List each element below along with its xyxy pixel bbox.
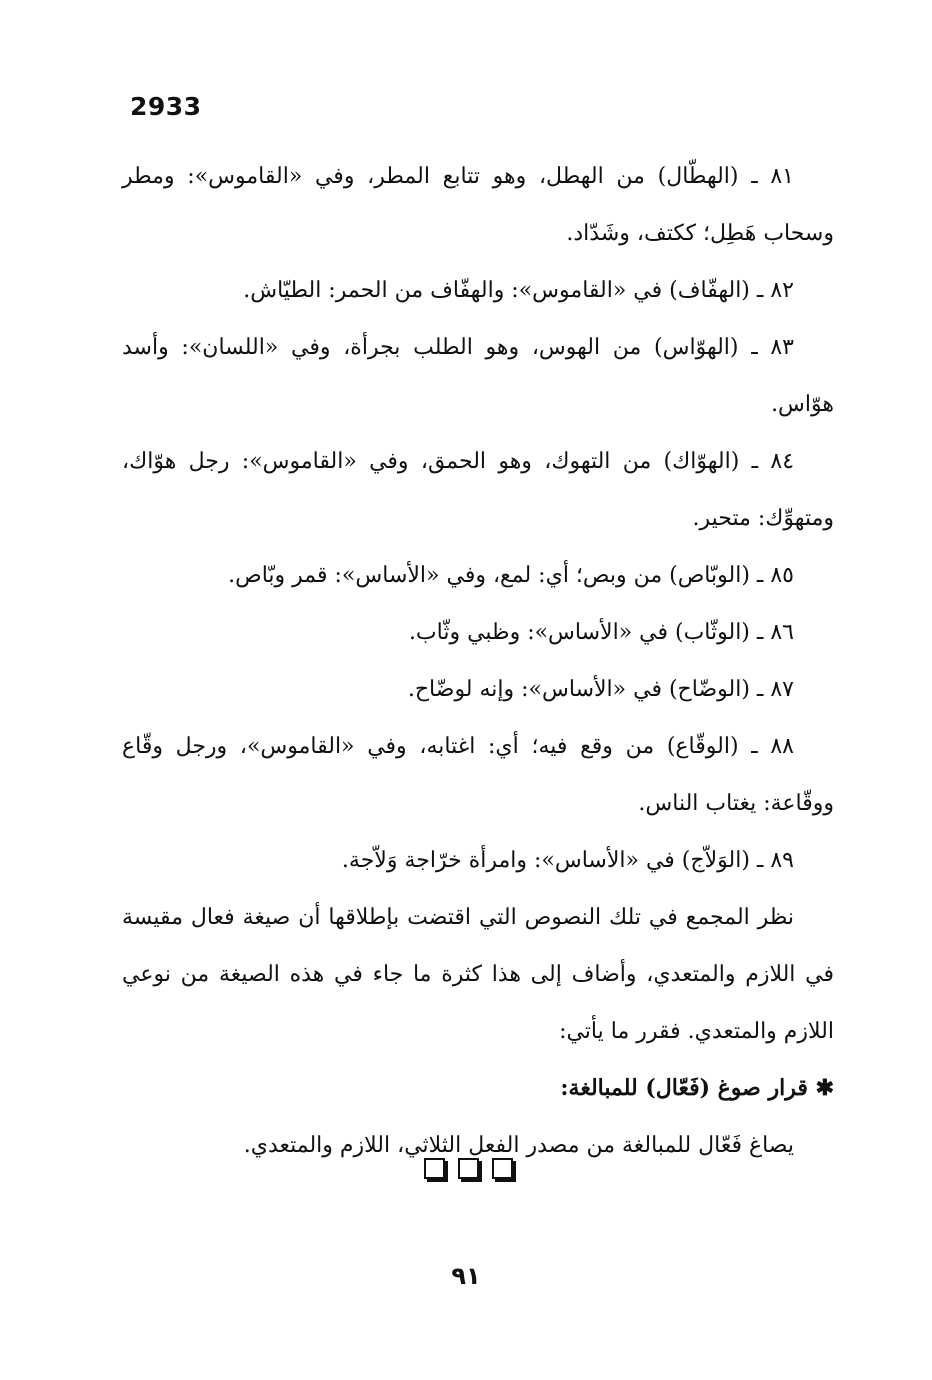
entry-82 (122, 262, 834, 319)
decision-heading-text: قرار صوغ (فَعّال) للمبالغة: (560, 1075, 808, 1101)
entry-88 (122, 718, 834, 832)
decision-text: يصاغ فَعّال للمبالغة من مصدر الفعل الثلاثي، اللازم والمتعدي. (243, 1133, 794, 1158)
entry-83 (122, 319, 834, 433)
decision-heading (122, 1060, 834, 1117)
entry-number: ٨٤ (770, 449, 795, 474)
conclusion-paragraph: نظر المجمع في تلك النصوص التي اقتضت بإطلاقها أن صيغة فعال مقيسة في اللازم والمتعدي، وأضاف إلى هذا كثرة ما جاء في هذه الصيغة من نوعي اللازم والمتعدي. فقرر ما يأتي: (122, 905, 834, 1044)
square-box-icon (424, 1158, 445, 1179)
entry-text: (الوَلاّج) في «الأساس»: وامرأة خرّاجة وَلاّجة. (341, 848, 750, 873)
entry-87 (122, 661, 834, 718)
entry-text: (الوقّاع) من وقع فيه؛ أي: اغتابه، وفي «القاموس»، ورجل وقّاع ووقّاعة: يغتاب الناس. (122, 734, 834, 816)
section-ornament (424, 1158, 513, 1179)
entry-text: (الهوّاك) من التهوك، وهو الحمق، وفي «القاموس»: رجل هوّاك، ومتهوِّك: متحير. (122, 449, 834, 531)
entry-number: ٨٦ (770, 620, 794, 645)
entry-separator: ـ (756, 563, 764, 588)
entry-text: (الهفّاف) في «القاموس»: والهفّاف من الحمر: الطيّاش. (243, 278, 750, 303)
entry-number: ٨٥ (770, 563, 794, 588)
entry-separator: ـ (751, 164, 758, 189)
entry-separator: ـ (756, 848, 764, 873)
entry-text: (الوبّاص) من وبص؛ أي: لمع، وفي «الأساس»: قمر وبّاص. (228, 563, 750, 588)
entry-text: (الوثّاب) في «الأساس»: وظبي وثّاب. (408, 620, 750, 645)
page-number-top: 2933 (130, 92, 202, 121)
entry-separator: ـ (751, 449, 759, 474)
entry-number: ٨٧ (770, 677, 794, 702)
entry-separator: ـ (751, 335, 758, 360)
entry-85 (122, 547, 834, 604)
square-box-icon (492, 1158, 513, 1179)
entry-number: ٨٨ (770, 734, 794, 759)
entry-text: (الهوّاس) من الهوس، وهو الطلب بجرأة، وفي «اللسان»: وأسد هوّاس. (122, 335, 834, 417)
entry-81 (122, 148, 834, 262)
entry-separator: ـ (756, 677, 764, 702)
entry-86 (122, 604, 834, 661)
entry-84 (122, 433, 834, 547)
entry-number: ٨٣ (770, 335, 794, 360)
entry-separator: ـ (756, 620, 764, 645)
entry-text: (الهطّال) من الهطل، وهو تتابع المطر، وفي «القاموس»: ومطر وسحاب هَطِل؛ ككتف، وشَدّاد. (122, 164, 834, 246)
entry-separator: ـ (756, 278, 764, 303)
asterisk-icon: ✱ (815, 1075, 834, 1101)
entry-separator: ـ (751, 734, 758, 759)
entry-number: ٨٢ (770, 278, 794, 303)
entry-text: (الوضّاح) في «الأساس»: وإنه لوضّاح. (407, 677, 750, 702)
entry-89 (122, 832, 834, 889)
page-body (122, 148, 834, 1174)
square-box-icon (458, 1158, 479, 1179)
entry-number: ٨٩ (770, 848, 794, 873)
page-number-bottom: ٩١ (451, 1262, 481, 1290)
entry-number: ٨١ (770, 164, 794, 189)
